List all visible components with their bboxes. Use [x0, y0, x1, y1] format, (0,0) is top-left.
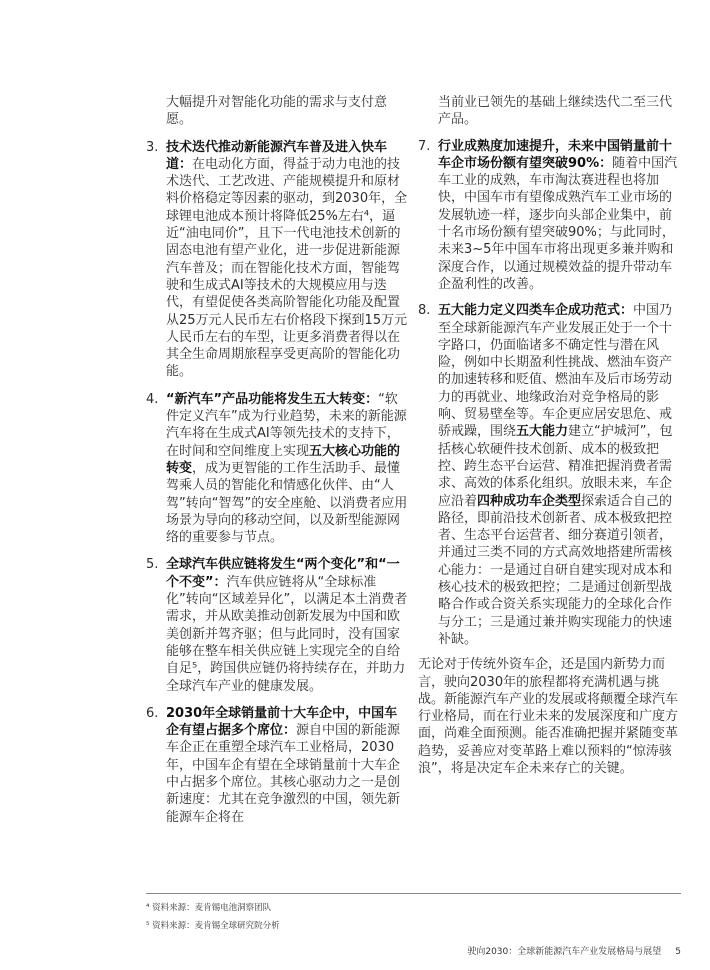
item-text: 探索适合自己的路径，即前沿技术创新者、成本极致把控者、生态平台运营者、细分赛道引领者，并通过三类不同的方式高效地搭建所需核心能力：一是通过自研自建实现对成本和核心技术的极致把控；二是通过创新型战略合作或合资关系实现能力的全球化合作与分工；三是通过兼并购实现能力的快速补缺。 — [438, 493, 673, 647]
item-emphasis: 五大核心功能的转变 — [166, 443, 401, 476]
item-number: 8. — [418, 303, 431, 319]
item-heading: 五大能力定义四类车企成功范式： — [438, 303, 634, 319]
item-text: “软件定义汽车”成为行业趋势，未来的新能源汽车将在生成式AI等领先技术的支持下，在时间和空间维度上实现 — [166, 391, 407, 459]
footnote: ⁵ 资料来源：麦肯锡全球研究院分析 — [146, 921, 280, 931]
item-number: 5. — [146, 557, 159, 573]
list-item — [146, 705, 408, 826]
footer-title: 驶向2030：全球新能源汽车产业发展格局与展望 — [467, 947, 662, 957]
item-number: 6. — [146, 705, 159, 721]
continued-paragraph: 当前业已领先的基础上继续迭代二至三代产品。 — [438, 95, 673, 128]
list-item — [146, 556, 408, 694]
continued-paragraph: 大幅提升对智能化功能的需求与支付意愿。 — [166, 95, 388, 128]
item-heading: “新汽车”产品功能将发生五大转变： — [166, 391, 379, 407]
item-emphasis: 四种成功车企类型 — [477, 493, 582, 509]
item-number: 4. — [146, 391, 159, 407]
item-heading: 全球汽车供应链将发生“两个变化”和“一个不变”： — [166, 557, 400, 590]
item-text: 在电动化方面，得益于动力电池的技术迭代、工艺改进、产能规模提升和原材料价格稳定等因素的驱动，到2030年，全球锂电池成本预计将降低25%左右⁴，逼近“油电同价”，且下一代电池技术创新的固态电池有望产业化，进一步促进新能源汽车普及；而在智能化技术方面，智能驾驶和生成式AI等技术的大规模应用与迭代，有望促使各类高阶智能化功能及配置从25万元人民币左右价格段下探到15万元人民币左右的车型，让更多消费者得以在其全生命周期旅程享受更高阶的智能化功能。 — [166, 156, 408, 380]
item-text: 随着中国汽车工业的成熟，车市淘汰赛进程也将加快，中国车市有望像成熟汽车工业市场的发展轨迹一样，逐步向头部企业集中，前十名市场份额有望突破90%；与此同时，未来3~5年中国车市将出现更多兼并购和深度合作，以通过规模效益的提升带动车企盈利性的改善。 — [438, 155, 678, 292]
item-number: 3. — [146, 139, 159, 155]
item-text: 中国乃至全球新能源汽车产业发展正处于一个十字路口，仍面临诸多不确定性与潜在风险，例如中长期盈利性挑战、燃油车资产的加速转移和贬值、燃油车及后市场劳动力的再就业、地缘政治对竞争格局的影响、贸易壁垒等。车企更应居安思危、戒骄戒躁，围绕 — [438, 303, 673, 440]
item-heading: 行业成熟度加速提升，未来中国销量前十车企市场份额有望突破90%： — [438, 138, 673, 171]
list-item — [418, 138, 680, 294]
closing-paragraph: 无论对于传统外资车企，还是国内新势力而言，驶向2030年的旅程都将充满机遇与挑战。新能源汽车产业的发展或将颠覆全球汽车行业格局，而在行业未来的发展深度和广度方面，尚难全面预测。能否准确把握并紧随变革趋势，妥善应对变革路上难以预料的“惊涛骇浪”，将是决定车企未来存亡的关键。 — [418, 657, 679, 776]
item-text: 源自中国的新能源车企正在重塑全球汽车工业格局，2030年，中国车企有望在全球销量前十大车企中占据多个席位。其核心驱动力之一是创新速度：尤其在竞争激烈的中国，领先新能源车企将在 — [166, 723, 401, 825]
list-item — [146, 391, 408, 547]
item-emphasis: 五大能力 — [516, 424, 569, 440]
list-item — [418, 302, 680, 648]
right-column — [418, 94, 680, 777]
list-item — [146, 139, 408, 381]
page-footer — [467, 944, 681, 957]
item-number: 7. — [418, 138, 431, 154]
numbered-list — [418, 138, 680, 649]
item-heading: 2030年全球销量前十大车企中，中国车企有望占据多个席位： — [166, 705, 398, 739]
left-column — [146, 94, 408, 826]
numbered-list — [146, 139, 408, 826]
item-heading: 技术迭代推动新能源汽车普及进入快车道： — [166, 139, 388, 172]
footnote: ⁴ 资料来源：麦肯锡电池洞察团队 — [146, 903, 272, 913]
item-text: ，成为更智能的工作生活助手、最懂驾乘人员的智能化和情感化伙伴、由“人驾”转向“智驾”的安全座舱、以消费者应用场景为导向的移动空间，以及新型能源网络的重要参与节点。 — [166, 460, 408, 546]
item-text: 建立“护城河”，包括核心软硬件技术创新、成本的极致把控、跨生态平台运营、精准把握消费者需求、高效的体系化组织。放眼未来，车企应沿着 — [438, 424, 673, 509]
footnote-divider — [146, 893, 681, 894]
page-number: 5 — [675, 947, 681, 957]
item-text: 汽车供应链将从“全球标准化”转向“区域差异化”，以满足本土消费者需求，并从欧美推动创新发展为中国和欧美创新并驾齐驱；但与此同时，没有国家能够在整车相关供应链上实现完全的自给自足⁵，跨国供应链仍将持续存在，并助力全球汽车产业的健康发展。 — [166, 574, 408, 694]
